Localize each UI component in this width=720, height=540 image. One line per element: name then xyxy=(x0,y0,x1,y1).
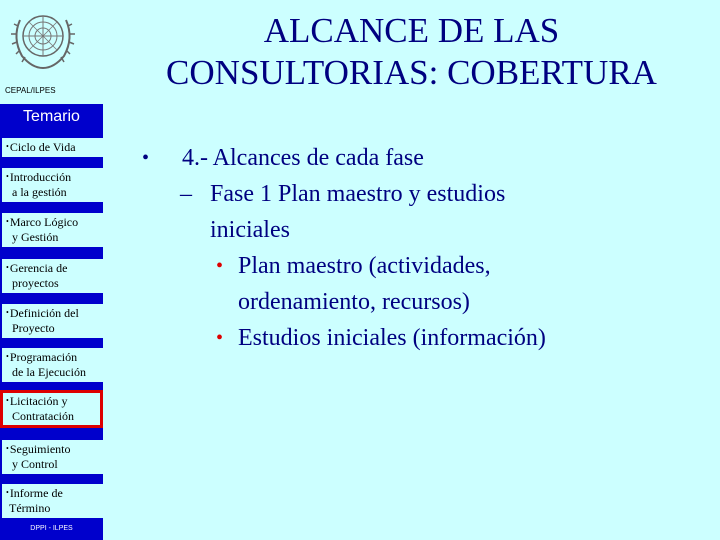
sidebar-item-label: Proyecto xyxy=(12,321,55,335)
bullet-icon: • xyxy=(142,147,150,169)
sidebar-item-seguimiento[interactable]: •Seguimiento y Control xyxy=(2,440,103,474)
bullet-level-2 xyxy=(142,176,702,248)
bullet-text: Estudios iniciales (información) xyxy=(238,325,546,351)
bullet-icon: • xyxy=(216,327,224,349)
bullet-icon: • xyxy=(216,255,224,277)
sidebar-item-label: Informe de xyxy=(9,486,63,500)
bullet-level-3 xyxy=(142,320,702,356)
dash-icon: – xyxy=(180,181,192,207)
sidebar-item-label: Introducción xyxy=(9,170,72,184)
slide-content xyxy=(142,140,702,356)
sidebar-item-marco-logico[interactable]: •Marco Lógico y Gestión xyxy=(2,213,103,247)
sidebar-item-label: Licitación y xyxy=(9,394,68,408)
sidebar-item-gerencia[interactable]: •Gerencia de proyectos xyxy=(2,259,103,293)
sidebar-title: Temario xyxy=(23,108,80,125)
sidebar-item-informe[interactable]: •Informe de Término xyxy=(2,484,103,518)
sidebar-item-licitacion[interactable]: •Licitación y Contratación xyxy=(0,390,103,428)
sidebar-item-label: Seguimiento xyxy=(9,442,71,456)
sidebar-item-label: Término xyxy=(9,501,51,515)
title-line-1: ALCANCE DE LAS xyxy=(263,11,560,50)
sidebar-item-label: Programación xyxy=(9,350,78,364)
sidebar xyxy=(0,0,103,540)
sidebar-item-label: y Gestión xyxy=(12,230,59,244)
logo-caption: CEPAL/ILPES xyxy=(5,86,56,95)
sidebar-item-label: Ciclo de Vida xyxy=(9,140,76,154)
sidebar-item-label: a la gestión xyxy=(12,185,67,199)
bullet-text: Fase 1 Plan maestro y estudios xyxy=(210,181,506,207)
bullet-text: ordenamiento, recursos) xyxy=(238,289,470,315)
sidebar-item-label: Contratación xyxy=(12,409,74,423)
sidebar-item-introduccion[interactable]: •Introducción a la gestión xyxy=(2,168,103,202)
sidebar-item-programacion[interactable]: •Programación de la Ejecución xyxy=(2,348,103,382)
bullet-text: 4.- Alcances de cada fase xyxy=(182,145,424,171)
sidebar-item-label: Gerencia de xyxy=(9,261,68,275)
sidebar-item-label: Marco Lógico xyxy=(9,215,79,229)
bullet-level-1 xyxy=(142,140,702,176)
sidebar-item-label: y Control xyxy=(12,457,58,471)
sidebar-item-label: de la Ejecución xyxy=(12,365,86,379)
sidebar-footer: DPPI - ILPES xyxy=(30,525,73,532)
page-title xyxy=(103,10,720,94)
bullet-text: Plan maestro (actividades, xyxy=(238,253,491,279)
un-emblem-icon xyxy=(10,6,76,76)
title-line-2: CONSULTORIAS: COBERTURA xyxy=(166,53,657,92)
sidebar-item-definicion[interactable]: •Definición del Proyecto xyxy=(2,304,103,338)
sidebar-item-ciclo-de-vida[interactable]: •Ciclo de Vida xyxy=(2,138,103,157)
logo-area xyxy=(0,0,103,104)
sidebar-item-label: Definición del xyxy=(9,306,79,320)
bullet-text: iniciales xyxy=(210,217,290,243)
bullet-level-3 xyxy=(142,248,702,320)
sidebar-item-label: proyectos xyxy=(12,276,59,290)
